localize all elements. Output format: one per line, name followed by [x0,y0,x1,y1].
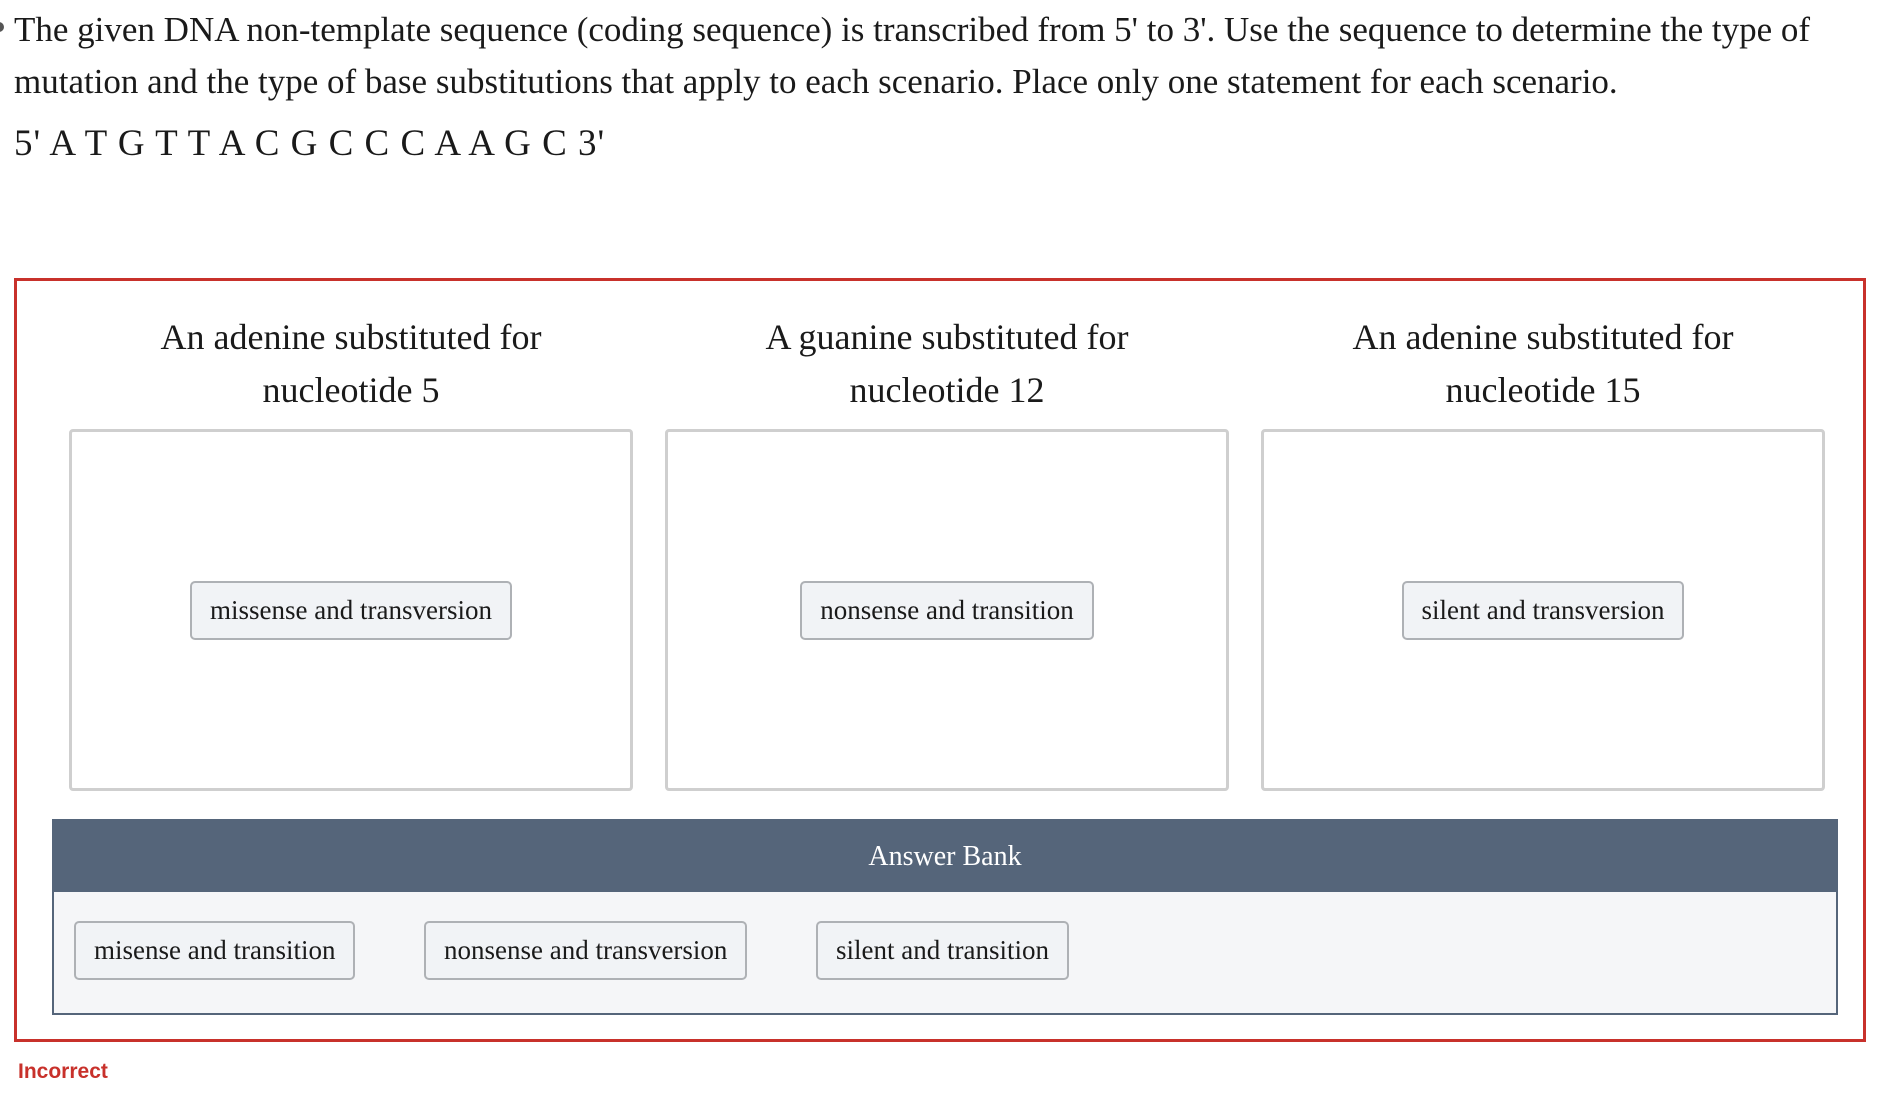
answer-chip[interactable]: nonsense and transition [800,581,1093,640]
scenario-column [665,311,1229,791]
answer-chip[interactable]: missense and transversion [190,581,512,640]
answer-chip[interactable]: misense and transition [74,921,355,980]
scenario-label: A guanine substituted for nucleotide 12 [765,317,1129,410]
answer-chip[interactable]: silent and transition [816,921,1069,980]
answer-bank-title: Answer Bank [54,821,1836,892]
edge-marker [0,22,4,32]
drop-target[interactable] [69,429,633,791]
answer-chip[interactable]: nonsense and transversion [424,921,747,980]
scenario-column [69,311,633,791]
answer-bank[interactable] [52,819,1838,1015]
drag-drop-area [14,278,1866,1042]
answer-bank-items [54,892,1836,1015]
drop-target[interactable] [1261,429,1825,791]
feedback-status: Incorrect [18,1060,108,1083]
question-text: The given DNA non-template sequence (coding sequence) is transcribed from 5' to 3'. Use the sequence to determine the type of mutation and the type of base substitutions that apply to each scenario. Place only one statement for each scenario. [14,10,1811,101]
scenario-column [1261,311,1825,791]
answer-chip[interactable]: silent and transversion [1402,581,1685,640]
scenario-label: An adenine substituted for nucleotide 15 [1352,317,1734,410]
scenario-label: An adenine substituted for nucleotide 5 [160,317,542,410]
dna-sequence: 5' A T G T T A C G C C C A A G C 3' [14,123,606,164]
drop-target[interactable] [665,429,1229,791]
